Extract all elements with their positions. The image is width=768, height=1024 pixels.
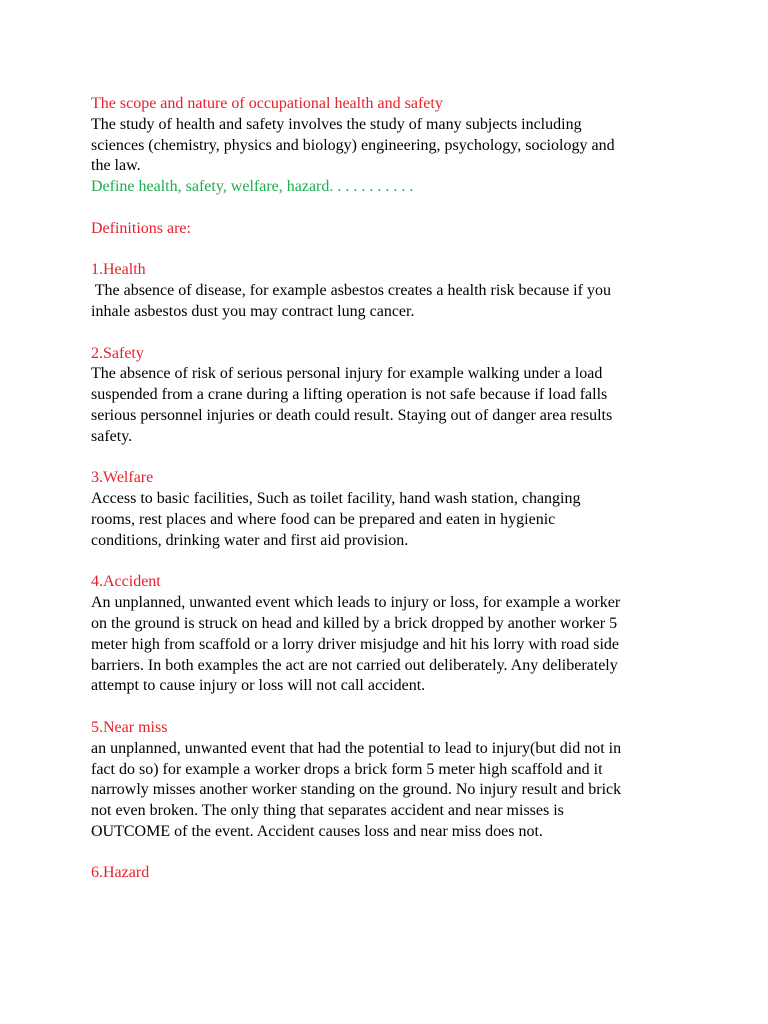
definition-prompt: Define health, safety, welfare, hazard. . . . . . . . . . . [91, 178, 414, 196]
section-line: not even broken. The only thing that separates accident and near misses is [91, 802, 564, 820]
section-line: barriers. In both examples the act are not carried out deliberately. Any deliberately [91, 656, 618, 674]
spacer [91, 843, 681, 864]
section-heading: 1.Health [91, 261, 146, 279]
section-line: narrowly misses another worker standing on the ground. No injury result and brick [91, 781, 622, 799]
section-line: inhale asbestos dust you may contract lung cancer. [91, 302, 415, 320]
section-heading: 6.Hazard [91, 864, 150, 882]
intro-line: the law. [91, 157, 141, 175]
definitions-label: Definitions are: [91, 219, 191, 237]
section-line: The absence of disease, for example asbestos creates a health risk because if you [91, 282, 611, 300]
document-page [91, 94, 681, 884]
section-hazard [91, 863, 681, 884]
intro-paragraph [91, 115, 681, 177]
section-line: The absence of risk of serious personal injury for example walking under a load [91, 365, 603, 383]
section-welfare [91, 468, 681, 551]
intro-line: The study of health and safety involves the study of many subjects including [91, 115, 582, 133]
section-line: rooms, rest places and where food can be prepared and eaten in hygienic [91, 510, 556, 528]
spacer [91, 240, 681, 261]
section-line: meter high from scaffold or a lorry driver misjudge and hit his lorry with road side [91, 635, 620, 653]
section-heading: 5.Near miss [91, 718, 168, 736]
spacer [91, 697, 681, 718]
section-line: on the ground is struck on head and killed by a brick dropped by another worker 5 [91, 614, 618, 632]
section-line: fact do so) for example a worker drops a brick form 5 meter high scaffold and it [91, 760, 603, 778]
section-line: Access to basic facilities, Such as toilet facility, hand wash station, changing [91, 490, 581, 508]
section-line: safety. [91, 427, 133, 445]
section-heading: 2.Safety [91, 344, 144, 362]
section-near-miss [91, 718, 681, 843]
intro-line: sciences (chemistry, physics and biology) engineering, psychology, sociology and [91, 136, 615, 154]
section-line: OUTCOME of the event. Accident causes loss and near miss does not. [91, 822, 543, 840]
document-title: The scope and nature of occupational health and safety [91, 95, 443, 112]
section-heading: 3.Welfare [91, 469, 154, 487]
spacer [91, 448, 681, 469]
section-line: an unplanned, unwanted event that had the potential to lead to injury(but did not in [91, 739, 622, 757]
section-line: An unplanned, unwanted event which leads to injury or loss, for example a worker [91, 594, 621, 612]
section-heading: 4.Accident [91, 573, 161, 591]
spacer [91, 323, 681, 344]
section-line: attempt to cause injury or loss will not call accident. [91, 677, 426, 695]
spacer [91, 198, 681, 219]
section-health [91, 260, 681, 322]
spacer [91, 552, 681, 573]
section-line: suspended from a crane during a lifting operation is not safe because if load falls [91, 386, 608, 404]
section-line: serious personnel injuries or death could result. Staying out of danger area results [91, 406, 613, 424]
section-line: conditions, drinking water and first aid provision. [91, 531, 409, 549]
section-safety [91, 344, 681, 448]
section-accident [91, 572, 681, 697]
